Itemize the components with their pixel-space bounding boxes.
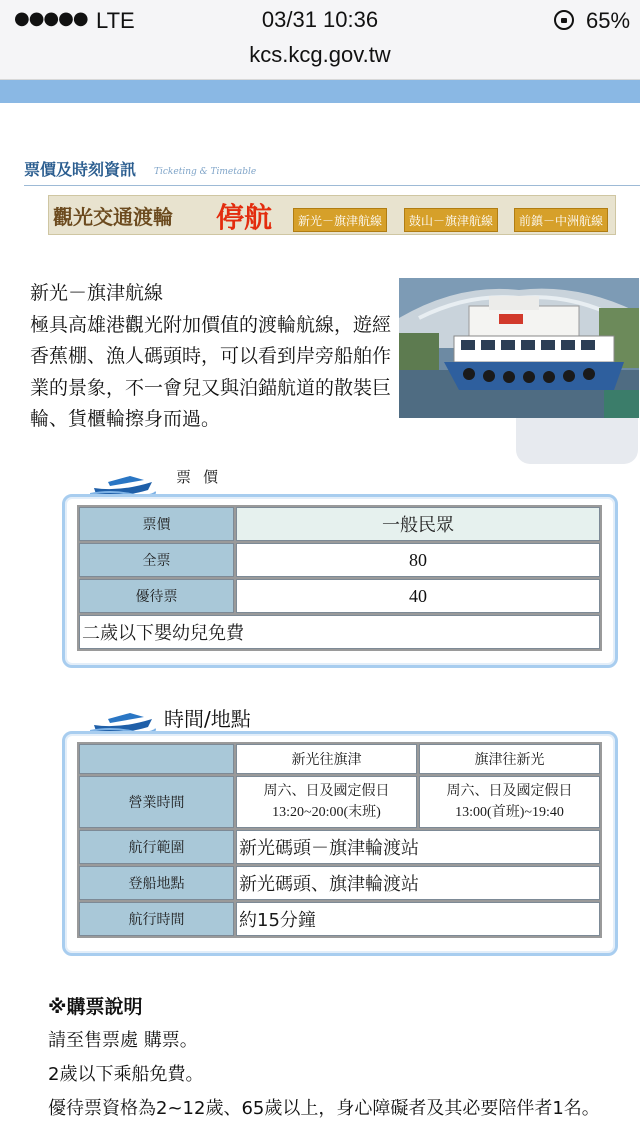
table-row [79,615,600,649]
boarding-value: 新光碼頭、旗津輪渡站 [236,866,600,900]
schedule-section-title: 時間/地點 [164,707,251,731]
battery-level: 65% [586,8,631,33]
fare-value-full: 80 [236,543,600,577]
fare-value-discount: 40 [236,579,600,613]
hours-to-qijin-days: 周六、日及國定假日 [263,783,390,799]
hours-label: 營業時間 [79,776,234,828]
hours-to-xinguang-days: 周六、日及國定假日 [446,783,573,799]
table-row [79,543,600,577]
fare-label-full: 全票 [79,543,234,577]
range-value: 新光碼頭－旗津輪渡站 [236,830,600,864]
ticket-notes [48,990,638,1126]
route-description: 極具高雄港觀光附加價值的渡輪航線，遊經香蕉棚、漁人碼頭時，可以看到岸旁船舶作業的景象，不一會兒又與泊錨航道的散裝巨輪、貨櫃輪擦身而過。 [30,313,392,430]
table-row [79,579,600,613]
route-link-gushan[interactable]: 鼓山－旗津航線 [404,208,498,232]
table-row [79,830,600,864]
table-row [79,866,600,900]
site-nav-strip [0,80,640,103]
table-row [79,507,600,541]
schedule-corner [79,744,234,774]
page-subtitle: Ticketing & Timetable [154,167,257,177]
fare-footnote: 二歲以下嬰幼兒免費 [79,615,600,649]
header-divider [24,185,640,186]
schedule-col-to-qijin: 新光往旗津 [236,744,417,774]
hours-to-xinguang [419,776,600,828]
range-label: 航行範圍 [79,830,234,864]
notes-title: ※購票說明 [48,996,143,1018]
ferry-banner [48,195,616,235]
route-intro [30,278,392,436]
table-row [79,744,600,774]
banner-label: 觀光交通渡輪 [53,205,173,229]
ferry-image-icon [399,278,639,418]
route-link-qianzhen[interactable]: 前鎮－中洲航線 [514,208,608,232]
route-link-xinguang[interactable]: 新光－旗津航線 [293,208,387,232]
notes-line: 優待票資格為2~12歲、65歲以上，身心障礙者及其必要陪伴者1名。 [48,1098,600,1119]
duration-label: 航行時間 [79,902,234,936]
route-name: 新光－旗津航線 [30,282,164,304]
hours-to-qijin-times: 13:20~20:00(末班) [272,805,381,820]
rotation-lock-icon [554,10,574,30]
notes-line: 2歲以下乘船免費。 [48,1064,204,1085]
page-title: 票價及時刻資訊 [24,160,137,179]
address-bar[interactable]: kcs.kcg.gov.tw [249,42,391,67]
hours-to-xinguang-times: 13:00(首班)~19:40 [455,805,564,820]
table-row [79,902,600,936]
photo-shadow [516,418,638,464]
fare-header-general: 一般民眾 [236,507,600,541]
suspended-badge: 停航 [216,201,273,234]
hours-to-qijin [236,776,417,828]
schedule-table [77,742,602,938]
status-time: 03/31 10:36 [261,7,379,32]
table-row [79,776,600,828]
fare-table [77,505,602,651]
fare-label-discount: 優待票 [79,579,234,613]
carrier-label: LTE [96,8,135,33]
notes-line: 請至售票處 購票。 [48,1030,198,1051]
signal-strength: ●●●●● [14,8,88,29]
browser-top-bar [0,0,640,80]
ferry-photo [399,278,639,418]
boarding-label: 登船地點 [79,866,234,900]
fare-section-title: 票價 [176,468,231,486]
schedule-col-to-xinguang: 旗津往新光 [419,744,600,774]
fare-header-type: 票價 [79,507,234,541]
duration-value: 約15分鐘 [236,902,600,936]
